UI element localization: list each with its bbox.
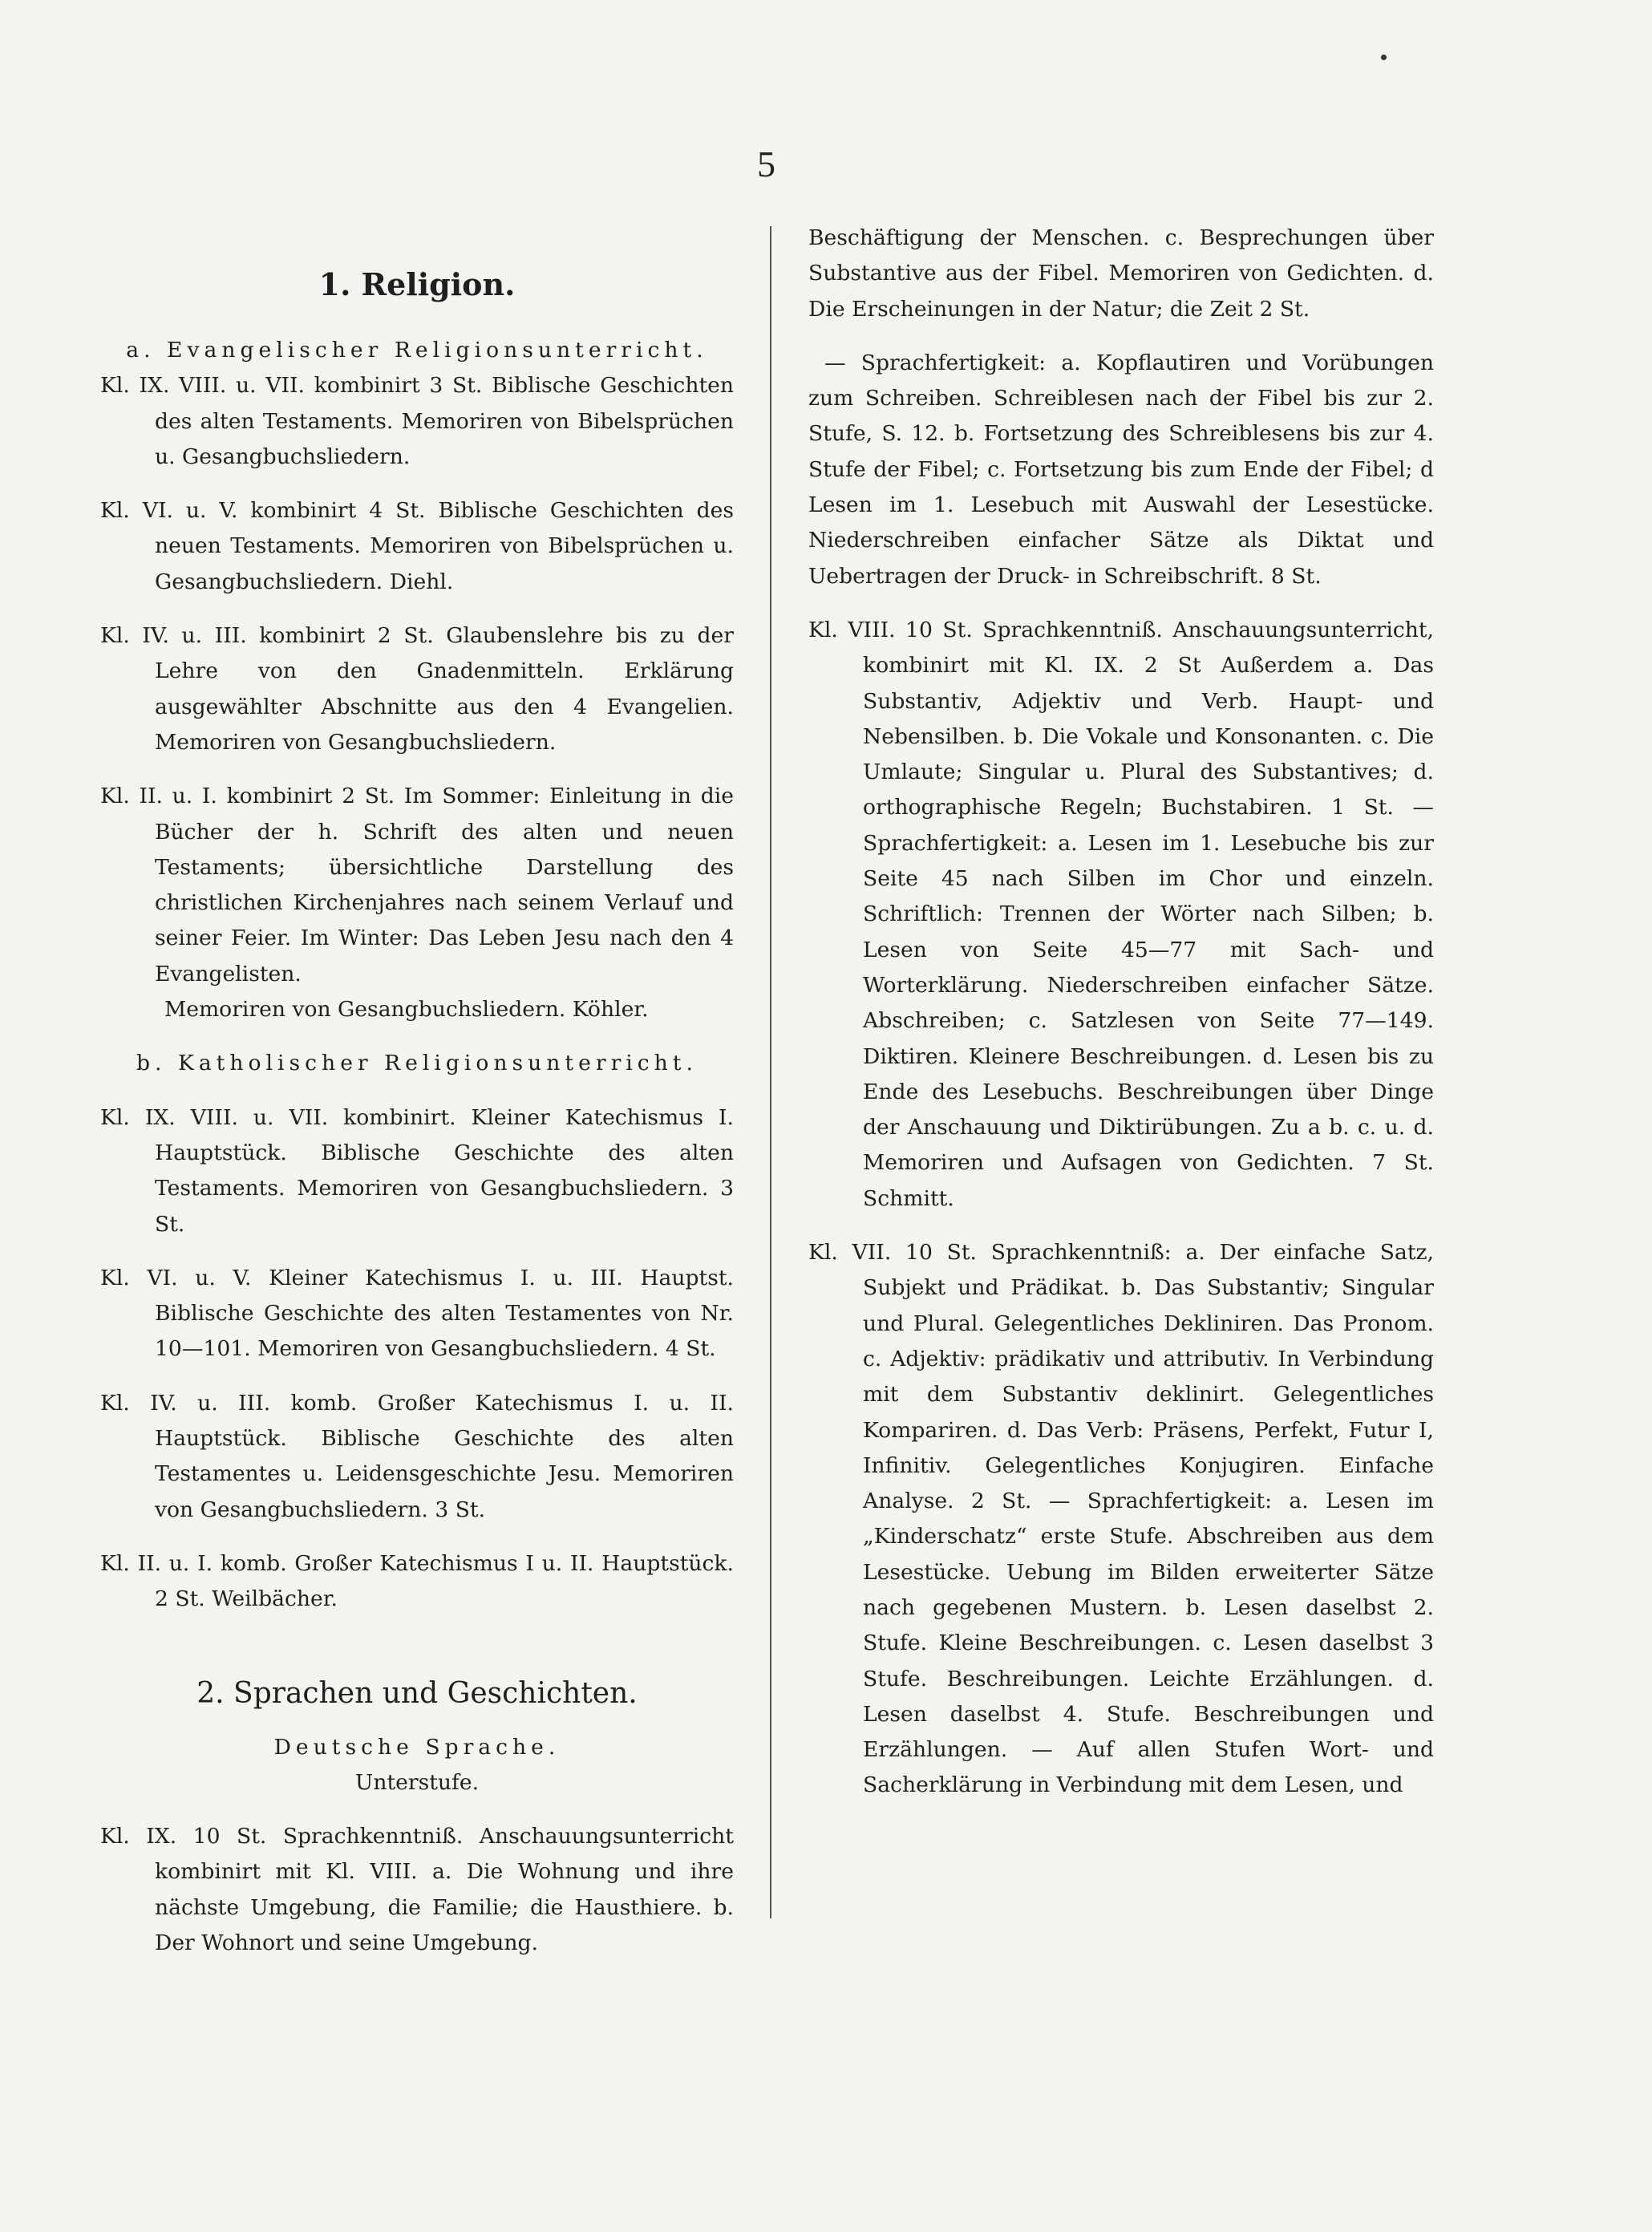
- left-column: [100, 221, 734, 1961]
- paragraph: Kl. IV. u. III. komb. Großer Katechismus I. u. II. Hauptstück. Biblische Geschichte des alten Testamentes u. Leidensgeschichte Jesu. Memoriren von Gesangbuchsliedern. 3 St.: [100, 1390, 734, 1522]
- ink-speck: [1381, 55, 1387, 60]
- paragraph: Kl. IV. u. III. kombinirt 2 St. Glaubenslehre bis zu der Lehre von den Gnadenmitteln. Erklärung ausgewählter Abschnitte aus den 4 Evangelien. Memoriren von Gesangbuchsliedern.: [100, 623, 734, 755]
- paragraph: Kl. VI. u. V. Kleiner Katechismus I. u. III. Hauptst. Biblische Geschichte des alten Testamentes von Nr. 10—101. Memoriren von Gesangbuchsliedern. 4 St.: [100, 1265, 734, 1362]
- paragraph: — Sprachfertigkeit: a. Kopflautiren und Vorübungen zum Schreiben. Schreiblesen nach der Fibel bis zur 2. Stufe, S. 12. b. Fortsetzung des Schreiblesens bis zur 4. Stufe der Fibel; c. Fortsetzung bis zum Ende der Fibel; d Lesen im 1. Lesebuch mit Auswahl der Lesestücke. Niederschreiben einfacher Sätze als Diktat und Uebertragen der Druck- in Schreibschrift. 8 St.: [808, 350, 1434, 589]
- page-number: 5: [757, 144, 775, 184]
- paragraph: Kl. II. u. I. kombinirt 2 St. Im Sommer: Einleitung in die Bücher der h. Schrift des alten und neuen Testaments; übersichtliche Darstellung des christlichen Kirchenjahres nach seinem Verlauf und seiner Feier. Im Winter: Das Leben Jesu nach den 4 Evangelisten.: [100, 784, 734, 986]
- section-title-religion: 1. Religion.: [318, 266, 516, 302]
- paragraph: Beschäftigung der Menschen. c. Besprechungen über Substantive aus der Fibel. Memoriren von Gedichten. d. Die Erscheinungen in der Natur; die Zeit 2 St.: [808, 225, 1434, 322]
- subheading-german: Deutsche Sprache.: [273, 1734, 561, 1760]
- paragraph: Kl. IX. VIII. u. VII. kombinirt 3 St. Biblische Geschichten des alten Testaments. Memoriren von Bibelsprüchen u. Gesangbuchsliedern.: [100, 373, 734, 469]
- paragraph: Memoriren von Gesangbuchsliedern. Köhler.: [164, 997, 649, 1023]
- paragraph: Kl. VII. 10 St. Sprachkenntniß: a. Der einfache Satz, Subjekt und Prädikat. b. Das Substantiv; Singular und Plural. Gelegentliches Dekliniren. Das Pronom. c. Adjektiv: prädikativ und attributiv. In Verbindung mit dem Substantiv deklinirt. Gelegentliches Kompariren. d. Das Verb: Präsens, Perfekt, Futur I, Infinitiv. Gelegentliches Konjugiren. Einfache Analyse. 2 St. — Sprachfertigkeit: a. Lesen im „Kinderschatz“ erste Stufe. Abschreiben aus dem Lesestücke. Uebung im Bilden erweiterter Sätze nach gegebenen Mustern. b. Lesen daselbst 2. Stufe. Kleine Beschreibungen. c. Lesen daselbst 3 Stufe. Beschreibungen. Leichte Erzählungen. d. Lesen daselbst 4. Stufe. Beschreibungen und Erzählungen. — Auf allen Stufen Wort- und Sacherklärung in Verbindung mit dem Lesen, und: [808, 1240, 1434, 1798]
- paragraph: Kl. VIII. 10 St. Sprachkenntniß. Anschauungsunterricht, kombinirt mit Kl. IX. 2 St Außerdem a. Das Substantiv, Adjektiv und Verb. Haupt- und Nebensilben. b. Die Vokale und Konsonanten. c. Die Umlaute; Singular u. Plural des Substantives; d. orthographische Regeln; Buchstabiren. 1 St. — Sprachfertigkeit: a. Lesen im 1. Lesebuche bis zur Seite 45 nach Silben im Chor und einzeln. Schriftlich: Trennen der Wörter nach Silben; b. Lesen von Seite 45—77 mit Sach- und Worterklärung. Niederschreiben einfacher Sätze. Abschreiben; c. Satzlesen von Seite 77—149. Diktiren. Kleinere Beschreibungen. d. Lesen bis zu Ende des Lesebuchs. Beschreibungen über Dinge der Anschauung und Diktirübungen. Zu a b. c. u. d. Memoriren und Aufsagen von Gedichten. 7 St. Schmitt.: [808, 617, 1434, 1211]
- section-title-languages: 2. Sprachen und Geschichten.: [196, 1676, 638, 1710]
- subheading-catholic: b. Katholischer Religionsunterricht.: [136, 1051, 698, 1076]
- paragraph: Kl. IX. VIII. u. VII. kombinirt. Kleiner Katechismus I. Hauptstück. Biblische Geschichte des alten Testaments. Memoriren von Gesangbuchsliedern. 3 St.: [100, 1104, 734, 1237]
- paragraph: Kl. VI. u. V. kombinirt 4 St. Biblische Geschichten des neuen Testaments. Memoriren von Bibelsprüchen u. Gesangbuchsliedern. Diehl.: [100, 498, 734, 594]
- right-column: [808, 221, 1434, 1804]
- subheading-lower-level: Unterstufe.: [354, 1769, 480, 1795]
- subheading-evangelical: a. Evangelischer Religionsunterricht.: [126, 338, 708, 363]
- column-divider: [770, 226, 771, 1918]
- paragraph: Kl. II. u. I. komb. Großer Katechismus I u. II. Hauptstück. 2 St. Weilbächer.: [100, 1550, 734, 1612]
- paragraph: Kl. IX. 10 St. Sprachkenntniß. Anschauungsunterricht kombinirt mit Kl. VIII. a. Die Wohnung und ihre nächste Umgebung, die Familie; die Hausthiere. b. Der Wohnort und seine Umgebung.: [100, 1824, 734, 1955]
